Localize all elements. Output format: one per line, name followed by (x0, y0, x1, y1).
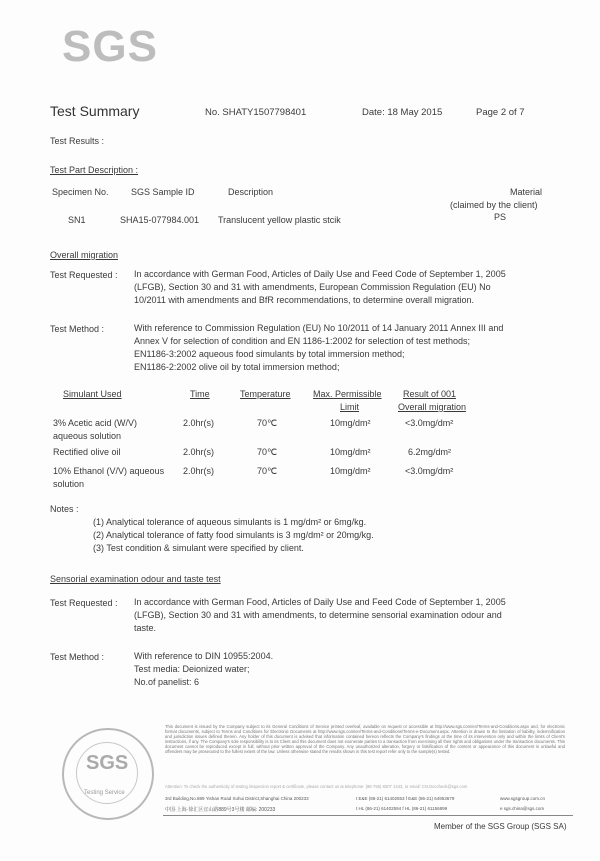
material: PS (494, 212, 507, 222)
simulant-cont: solution (53, 479, 85, 489)
address-cn: 中国·上海·徐汇区宜山路889号3号楼 邮编: 200233 (165, 807, 276, 813)
temperature: 70℃ (257, 466, 278, 476)
temperature: 70℃ (257, 418, 278, 428)
limit: 10mg/dm² (330, 466, 371, 476)
website-link[interactable]: www.sgsgroup.com.cn (500, 796, 546, 801)
text-line: With reference to Commission Regulation (EU) No 10/2011 of 14 January 2011 Annex III and (134, 323, 504, 333)
text-line: In accordance with German Food, Articles of Daily Use and Feed Code of September 1, 2005 (134, 597, 506, 607)
text-line: taste. (134, 623, 157, 633)
test-requested-text (134, 268, 506, 307)
sensorial-heading: Sensorial examination odour and taste test (50, 574, 221, 584)
notes-label: Notes : (50, 504, 79, 514)
page-number: Page 2 of 7 (476, 107, 525, 118)
simulant-cont: aqueous solution (53, 431, 122, 441)
note-item: (1) Analytical tolerance of aqueous simulants is 1 mg/dm² or 6mg/kg. (93, 517, 367, 527)
text-line: With reference to DIN 10955:2004. (134, 651, 274, 661)
report-date: Date: 18 May 2015 (362, 107, 443, 118)
test-method-text (134, 322, 503, 374)
col-material: Material (510, 187, 543, 197)
text-line: EN1186-3:2002 aqueous food simulants by total immersion method; (134, 349, 405, 359)
note-item: (2) Analytical tolerance of fatty food simulants is 3 mg/dm² or 20mg/kg. (93, 530, 374, 540)
th-limit: Max. Permissible (313, 389, 382, 399)
disclaimer: This document is issued by the Company subject to its General Conditions of Service printed overleaf, available on request or accessible at http://www.sgs.com/en/Terms-and-Conditions.aspx and, for electronic format documents, subject to Terms and Conditions for Electronic Documents at http://www.sgs.com/en/Terms-and-Conditions/Terms-e-Document.aspx. Attention is drawn to the limitation of liability, indemnification and jurisdiction issues defined therein. Any holder of this document is advised that information contained hereon reflects the Company's findings at the time of its intervention only and within the limits of Client's instructions, if any. The Company's sole responsibility is to its Client and this document does not exonerate parties to a transaction from exercising all their rights and obligations under the transaction documents. This document cannot be reproduced except in full, without prior written approval of the Company. Any unauthorized alteration, forgery or falsification of the content or appearance of this document is unlawful and offenders may be prosecuted to the fullest extent of the law. Unless otherwise stated the results shown in this test report refer only to the sample(s) tested. (165, 724, 565, 754)
description: Translucent yellow plastic stcik (218, 215, 341, 225)
text-line: 10/2011 with amendments and BfR recommendations, to determine overall migration. (134, 295, 475, 305)
telephone-1: t E&E (86-21) 61402553 f E&E (86-21) 64953679 (356, 796, 455, 801)
test-results-label: Test Results : (50, 136, 105, 146)
th-simulant: Simulant Used (63, 389, 122, 399)
simulant: 3% Acetic acid (W/V) (53, 418, 138, 428)
test-method-label: Test Method : (50, 324, 105, 334)
col-description: Description (228, 187, 274, 197)
simulant: Rectified olive oil (53, 447, 121, 457)
col-specimen: Specimen No. (52, 187, 109, 197)
test-method-text (134, 650, 273, 689)
test-requested-text (134, 596, 506, 635)
th-time: Time (190, 389, 210, 399)
part-description-heading: Test Part Description : (50, 165, 139, 175)
limit: 10mg/dm² (330, 418, 371, 428)
simulant: 10% Ethanol (V/V) aqueous (53, 466, 165, 476)
notes-list (93, 516, 374, 555)
th-limit-2: Limit (340, 402, 360, 412)
sample-id: SHA15-077984.001 (120, 215, 200, 225)
th-result: Result of 001 (403, 389, 457, 399)
attention-note: Attention: To check the authenticity of testing /inspection report & certificate, please contact us at telephone: (86-755) 8307 1443, or email: CN.Doccheck@sgs.com (165, 784, 468, 789)
test-requested-label: Test Requested : (50, 270, 118, 280)
stamp-logo: SGS (86, 752, 129, 774)
stamp-subtitle: Testing Service (84, 790, 125, 796)
test-requested-label: Test Requested : (50, 598, 118, 608)
page-title: Test Summary (50, 103, 140, 119)
footer-divider (163, 815, 573, 816)
text-line: (LFGB), Section 30 and 31 with amendments, to determine sensorial examination odour and (134, 610, 502, 620)
address-en: 3rd Building,No.889 Yishan Road Xuhui District,Shanghai China 200233 (165, 796, 309, 801)
result: <3.0mg/dm² (405, 418, 454, 428)
specimen-no: SN1 (68, 215, 86, 225)
text-line: Test media: Deionized water; (134, 664, 250, 674)
test-method-label: Test Method : (50, 652, 105, 662)
telephone-2: t HL (86-21) 61402594 f HL (86-21) 61156899 (356, 806, 448, 811)
text-line: EN1186-2:2002 olive oil by total immersion method; (134, 362, 340, 372)
text-line: No.of panelist: 6 (134, 677, 200, 687)
result: 6.2mg/dm² (408, 447, 452, 457)
member-line: Member of the SGS Group (SGS SA) (434, 822, 567, 831)
result: <3.0mg/dm² (405, 466, 454, 476)
report-number: No. SHATY1507798401 (205, 107, 307, 118)
time: 2.0hr(s) (183, 418, 215, 428)
sgs-logo: SGS (62, 22, 158, 71)
text-line: Annex V for selection of condition and EN 1186-1:2002 for selection of test methods; (134, 336, 471, 346)
email-link[interactable]: e sgs.china@sgs.com (500, 806, 545, 811)
note-item: (3) Test condition & simulant were specified by client. (93, 543, 304, 553)
time: 2.0hr(s) (183, 447, 215, 457)
temperature: 70℃ (257, 447, 278, 457)
col-sample-id: SGS Sample ID (131, 187, 195, 197)
th-temperature: Temperature (240, 389, 291, 399)
text-line: (LFGB), Section 30 and 31 with amendments, European Commission Regulation (EU) No (134, 282, 491, 292)
time: 2.0hr(s) (183, 466, 215, 476)
th-result-2: Overall migration (398, 402, 467, 412)
col-material-note: (claimed by the client) (450, 200, 538, 210)
text-line: In accordance with German Food, Articles of Daily Use and Feed Code of September 1, 2005 (134, 269, 506, 279)
overall-migration-heading: Overall migration (50, 250, 119, 260)
limit: 10mg/dm² (330, 447, 371, 457)
